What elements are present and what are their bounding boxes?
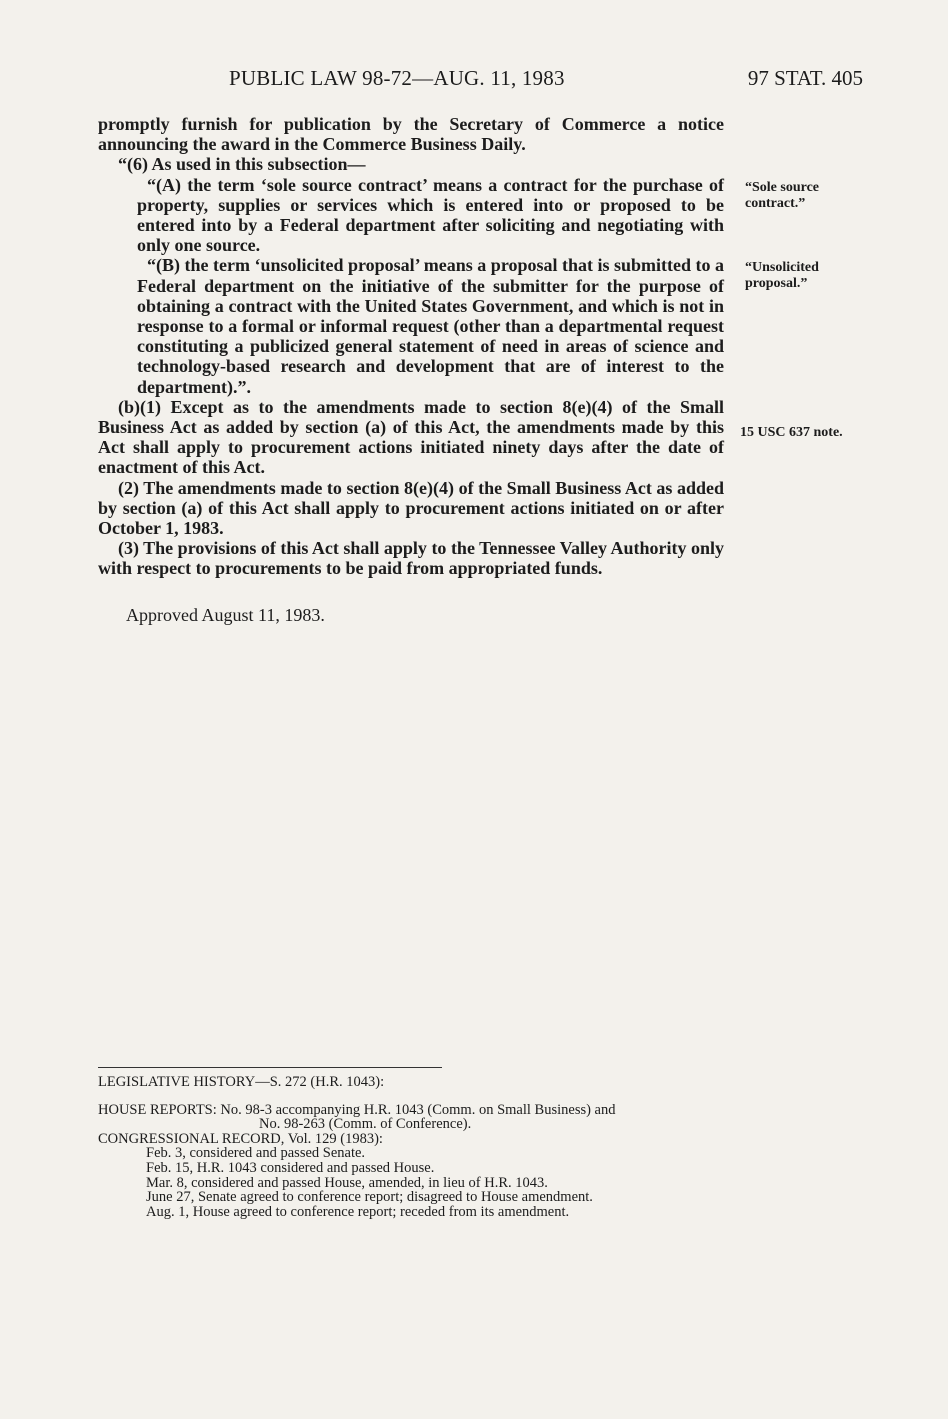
- house-reports: HOUSE REPORTS: No. 98-3 accompanying H.R. 1043 (Comm. on Small Business) and: [98, 1101, 616, 1118]
- paragraph-b2: (2) The amendments made to section 8(e)(4) of the Small Business Act as added by section (a) of this Act shall apply to procurement actions initiated on or after October 1, 1983.: [98, 477, 724, 539]
- page-header: [0, 66, 948, 96]
- margin-note-line: contract.”: [745, 196, 806, 211]
- footnote-divider: [98, 1067, 442, 1068]
- margin-note-unsolicited: [745, 260, 819, 292]
- congressional-record: CONGRESSIONAL RECORD, Vol. 129 (1983):: [98, 1130, 383, 1147]
- paragraph-b3: (3) The provisions of this Act shall apply to the Tennessee Valley Authority only with respect to procurements to be paid from appropriated funds.: [98, 538, 724, 579]
- paragraph-subsection-6: “(6) As used in this subsection—: [118, 154, 366, 175]
- history-entry: June 27, Senate agreed to conference report; disagreed to House amendment.: [146, 1189, 593, 1206]
- running-title: PUBLIC LAW 98-72—AUG. 11, 1983: [229, 66, 565, 90]
- paragraph-notice: promptly furnish for publication by the Secretary of Commerce a notice announcing the award in the Commerce Business Daily.: [98, 114, 724, 155]
- history-entry: Feb. 3, considered and passed Senate.: [146, 1145, 366, 1162]
- legislative-history: [98, 1075, 738, 1219]
- definition-unsolicited: “(B) the term ‘unsolicited proposal’ means a proposal that is submitted to a Federal department on the initiative of the submitter for the purpose of obtaining a contract with the United States Government, and which is not in response to a formal or informal request (other than a departmental request constituting a publicized general statement of need in areas of science and technology-based research and development that are of interest to the department).”.: [137, 255, 725, 397]
- margin-note-usc: 15 USC 637 note.: [740, 425, 843, 440]
- margin-note-line: “Sole source: [745, 180, 820, 195]
- body-text: [98, 114, 724, 625]
- history-entry: Mar. 8, considered and passed House, amended, in lieu of H.R. 1043.: [146, 1174, 548, 1191]
- margin-note-line: “Unsolicited: [745, 260, 819, 275]
- paragraph-b1: (b)(1) Except as to the amendments made to section 8(e)(4) of the Small Business Act as added by section (a) of this Act, the amendments made by this Act shall apply to procurement actions initiated ninety days after the date of enactment of this Act.: [98, 396, 724, 478]
- history-entry: Feb. 15, H.R. 1043 considered and passed House.: [146, 1159, 435, 1176]
- margin-note-sole-source: [745, 180, 819, 212]
- history-title: LEGISLATIVE HISTORY—S. 272 (H.R. 1043):: [98, 1074, 385, 1090]
- house-reports-continued: No. 98-263 (Comm. of Conference).: [259, 1116, 472, 1133]
- statute-page-number: 97 STAT. 405: [747, 66, 863, 90]
- margin-note-line: proposal.”: [745, 276, 808, 291]
- definition-sole-source: “(A) the term ‘sole source contract’ means a contract for the purchase of property, supplies or services which is entered into or proposed to be entered into by a Federal department after soliciting and negotiating with only one source.: [137, 174, 724, 256]
- approved-date: Approved August 11, 1983.: [126, 604, 325, 625]
- history-entry: Aug. 1, House agreed to conference report; receded from its amendment.: [146, 1203, 570, 1220]
